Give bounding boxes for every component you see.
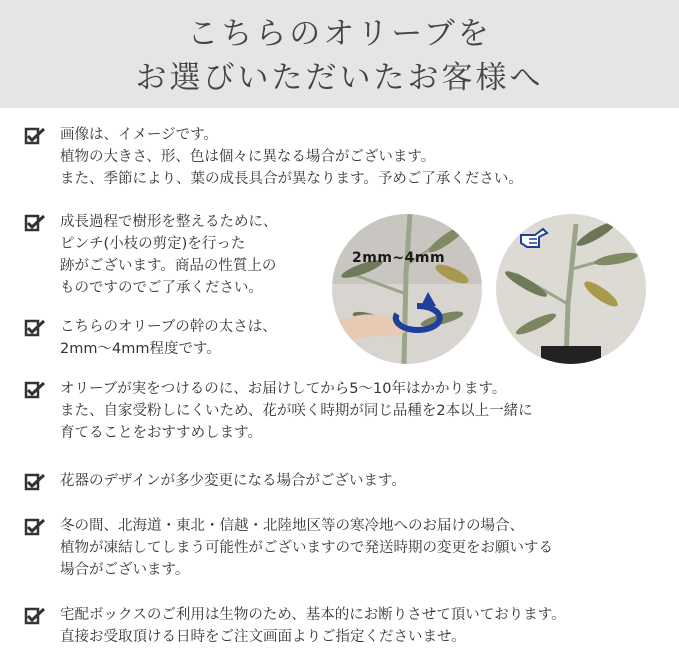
notice-text: 宅配ボックスのご利用は生物のため、基本的にお断りさせて頂いております。 直接お受取頂ける日時をご注文画面よりご指定くださいませ。 (60, 607, 566, 645)
header-banner (0, 0, 679, 108)
notice-text: こちらのオリーブの幹の太さは、 2mm～4mm程度です。 (60, 319, 277, 357)
notice-text: 画像は、イメージです。 植物の大きさ、形、色は個々に異なる場合がございます。 また、季節により、葉の成長具合が異なります。予めご了承ください。 (60, 127, 523, 187)
check-box-icon (24, 214, 46, 232)
notice-text: 成長過程で樹形を整えるために、 ピンチ(小枝の剪定)を行った 跡がございます。商品の性質上の ものですのでご了承ください。 (60, 214, 278, 296)
check-box-icon (24, 518, 46, 536)
header-title-line-2: お選びいただいたお客様へ (135, 60, 544, 96)
notice-text: 花器のデザインが多少変更になる場合がございます。 (60, 473, 406, 489)
stem-thickness-photo (332, 214, 482, 364)
stem-size-label: 2mm~4mm (352, 250, 446, 266)
header-title-line-1: こちらのオリーブを (187, 16, 492, 52)
notice-text: 冬の間、北海道・東北・信越・北陸地区等の寒冷地へのお届けの場合、 植物が凍結してしまう可能性がございますので発送時期の変更をお願いする 場合がございます。 (60, 518, 553, 578)
pointing-hand-icon (519, 225, 549, 251)
check-box-icon (24, 473, 46, 491)
notice-text: オリーブが実をつけるのに、お届けしてから5～10年はかかります。 また、自家受粉しにくいため、花が咲く時期が同じ品種を2本以上一緒に 育てることをおすすめします。 (60, 381, 533, 441)
check-box-icon (24, 381, 46, 399)
check-box-icon (24, 127, 46, 145)
check-box-icon (24, 319, 46, 337)
check-box-icon (24, 607, 46, 625)
